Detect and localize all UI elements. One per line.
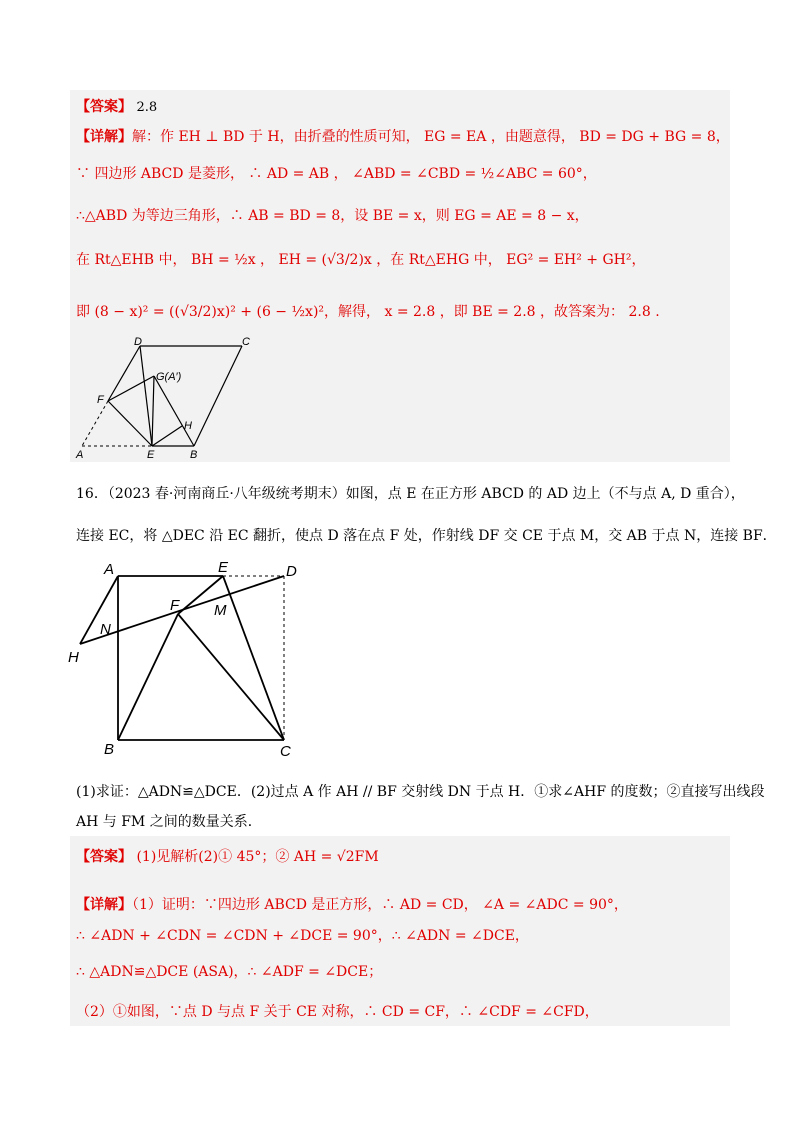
label-A: A <box>76 449 84 461</box>
detail-label: 【详解】 <box>76 896 132 912</box>
label-F: F <box>97 394 104 406</box>
label-B: B <box>104 741 115 758</box>
question-16-sub-2: AH 与 FM 之间的数量关系． <box>76 814 262 830</box>
label-E: E <box>218 559 229 576</box>
detail-line-2: ∵ 四边形 ABCD 是菱形， ∴ AD = AB ， ∠ABD = ∠CBD = ½∠ABC = 60°， <box>76 166 597 182</box>
detail-line-3: ∴△ABD 为等边三角形，∴ AB = BD = 8，设 BE = x，则 EG = AE = 8 − x， <box>76 208 589 224</box>
detail-label: 【详解】 <box>76 128 132 144</box>
label-F: F <box>170 597 180 614</box>
label-D: D <box>134 336 142 348</box>
detail-text: 解：作 EH ⊥ BD 于 H，由折叠的性质可知， EG = EA ，由题意得， BD = DG + BG = 8， <box>132 129 730 145</box>
answer-label: 【答案】 <box>76 98 132 114</box>
answer-value: (1)见解析(2)① 45°；② AH = √2FM <box>136 849 379 865</box>
label-N: N <box>100 621 111 638</box>
label-D: D <box>286 563 297 580</box>
detail-line-4: （2）①如图，∵点 D 与点 F 关于 CE 对称，∴ CD = CF，∴ ∠CDF = ∠CFD， <box>76 1004 599 1020</box>
label-C: C <box>242 336 250 348</box>
label-G: G(A′) <box>156 371 182 383</box>
detail-line-4: 在 Rt△EHB 中， BH = ½x ， EH = (√3/2)x ，在 Rt△EHG 中， EG² = EH² + GH²， <box>76 252 646 268</box>
question-16-sub-1: (1)求证：△ADN≌△DCE．(2)过点 A 作 AH // BF 交射线 DN 于点 H．①求∠AHF 的度数；②直接写出线段 <box>76 784 765 800</box>
label-A: A <box>104 561 115 578</box>
label-H: H <box>184 420 192 432</box>
answer-label: 【答案】 <box>76 848 132 864</box>
square-figure <box>68 558 318 758</box>
question-16-line-1: 16．（2023 春·河南商丘·八年级统考期末）如图，点 E 在正方形 ABCD 的 AD 边上（不与点 A, D 重合）， <box>76 486 745 502</box>
detail-line-1 <box>76 894 628 915</box>
detail-line-1 <box>76 126 730 147</box>
question-16-line-2: 连接 EC，将 △DEC 沿 EC 翻折，使点 D 落在点 F 处，作射线 DF 交 CE 于点 M，交 AB 于点 N，连接 BF． <box>76 528 777 544</box>
label-C: C <box>280 743 291 758</box>
answer-line <box>76 846 379 867</box>
detail-line-3: ∴ △ADN≌△DCE (ASA)，∴ ∠ADF = ∠DCE； <box>76 964 383 980</box>
detail-text: （1）证明：∵四边形 ABCD 是正方形，∴ AD = CD， ∠A = ∠ADC = 90°， <box>132 897 628 913</box>
label-B: B <box>190 449 198 461</box>
rhombus-figure <box>70 336 260 462</box>
label-M: M <box>214 602 227 619</box>
label-E: E <box>147 449 155 461</box>
answer-value: 2.8 <box>136 100 158 115</box>
detail-line-5: 即 (8 − x)² = ((√3/2)x)² + (6 − ½x)²，解得， x = 2.8 ，即 BE = 2.8 ，故答案为： 2.8 . <box>76 304 660 320</box>
answer-line <box>76 96 157 118</box>
detail-line-2: ∴ ∠ADN + ∠CDN = ∠CDN + ∠DCE = 90°，∴ ∠ADN = ∠DCE， <box>76 928 529 944</box>
label-H: H <box>68 649 79 666</box>
